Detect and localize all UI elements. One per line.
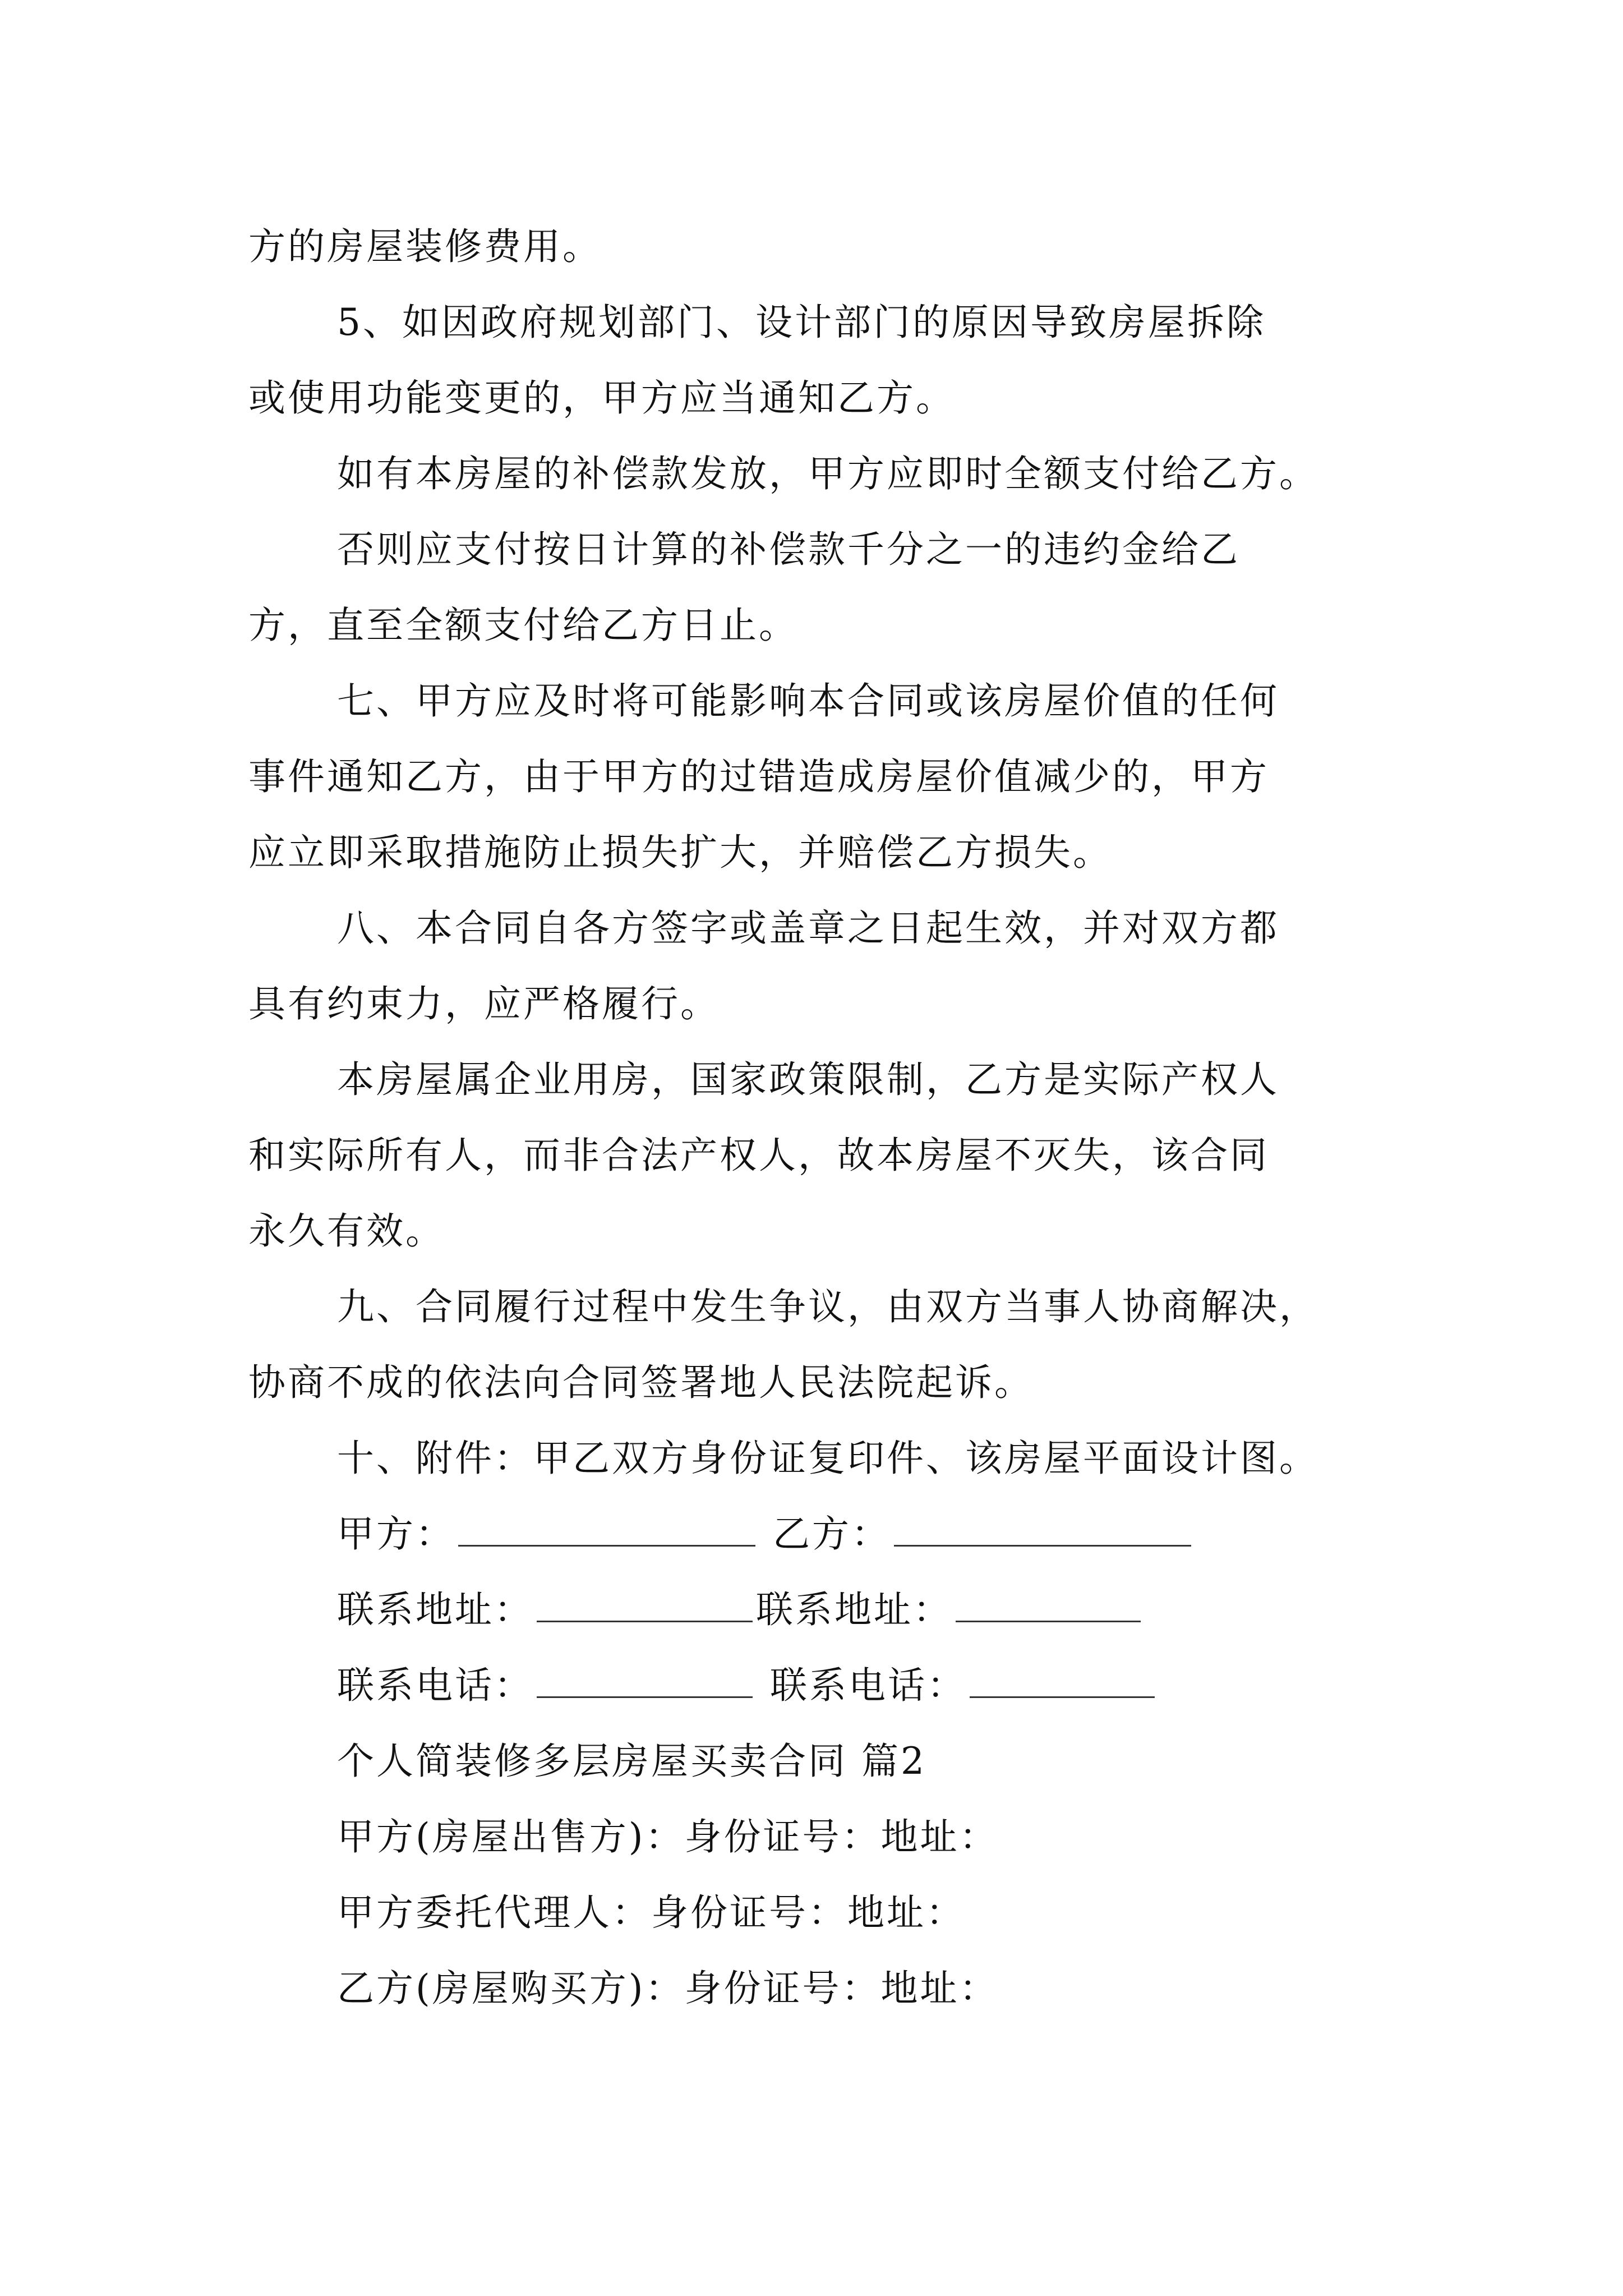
address-b-blank — [956, 1586, 1141, 1622]
paragraph-line: 具有约束力，应严格履行。 — [248, 982, 720, 1025]
signature-row-party — [337, 1509, 1391, 1559]
seller-line: 甲方(房屋出售方)：身份证号：地址： — [337, 1815, 999, 1858]
paragraph-line: 本房屋属企业用房，国家政策限制，乙方是实际产权人 — [337, 1058, 1279, 1101]
paragraph-line: 否则应支付按日计算的补偿款千分之一的违约金给乙 — [337, 528, 1240, 571]
paragraph-line: 十、附件：甲乙双方身份证复印件、该房屋平面设计图。 — [337, 1437, 1318, 1480]
paragraph-line: 方的房屋装修费用。 — [248, 225, 602, 268]
paragraph-line: 或使用功能变更的，甲方应当通知乙方。 — [248, 376, 955, 420]
phone-b-blank — [970, 1662, 1155, 1698]
paragraph-line: 方，直至全额支付给乙方日止。 — [248, 604, 798, 647]
signature-row-address — [337, 1585, 1391, 1635]
address-a-blank — [537, 1586, 753, 1622]
buyer-line: 乙方(房屋购买方)：身份证号：地址： — [337, 1967, 999, 2010]
party-b-blank — [894, 1510, 1191, 1547]
paragraph-line: 协商不成的依法向合同签署地人民法院起诉。 — [248, 1361, 1034, 1404]
paragraph-line: 事件通知乙方，由于甲方的过错造成房屋价值减少的，甲方 — [248, 755, 1269, 798]
paragraph-line: 如有本房屋的补偿款发放，甲方应即时全额支付给乙方。 — [337, 452, 1318, 495]
paragraph-line: 应立即采取措施防止损失扩大，并赔偿乙方损失。 — [248, 831, 1112, 874]
agent-line: 甲方委托代理人：身份证号：地址： — [337, 1891, 965, 1934]
party-b-label: 乙方： — [772, 1512, 891, 1556]
party-a-label: 甲方： — [337, 1512, 455, 1556]
party-a-blank — [458, 1510, 755, 1547]
paragraph-line: 和实际所有人，而非合法产权人，故本房屋不灭失，该合同 — [248, 1134, 1269, 1177]
section-title: 个人简装修多层房屋买卖合同 篇2 — [337, 1740, 926, 1783]
paragraph-line: 九、合同履行过程中发生争议，由双方当事人协商解决， — [337, 1285, 1318, 1328]
paragraph-line: 永久有效。 — [248, 1209, 445, 1253]
paragraph-line: 5、如因政府规划部门、设计部门的原因导致房屋拆除 — [337, 301, 1266, 344]
address-b-label: 联系地址： — [756, 1588, 952, 1631]
address-a-label: 联系地址： — [337, 1588, 533, 1631]
phone-a-label: 联系电话： — [337, 1664, 533, 1707]
phone-b-label: 联系电话： — [769, 1664, 966, 1707]
signature-row-phone — [337, 1660, 1391, 1711]
paragraph-line: 八、本合同自各方签字或盖章之日起生效，并对双方都 — [337, 907, 1279, 950]
paragraph-line: 七、甲方应及时将可能影响本合同或该房屋价值的任何 — [337, 679, 1279, 723]
phone-a-blank — [537, 1662, 753, 1698]
